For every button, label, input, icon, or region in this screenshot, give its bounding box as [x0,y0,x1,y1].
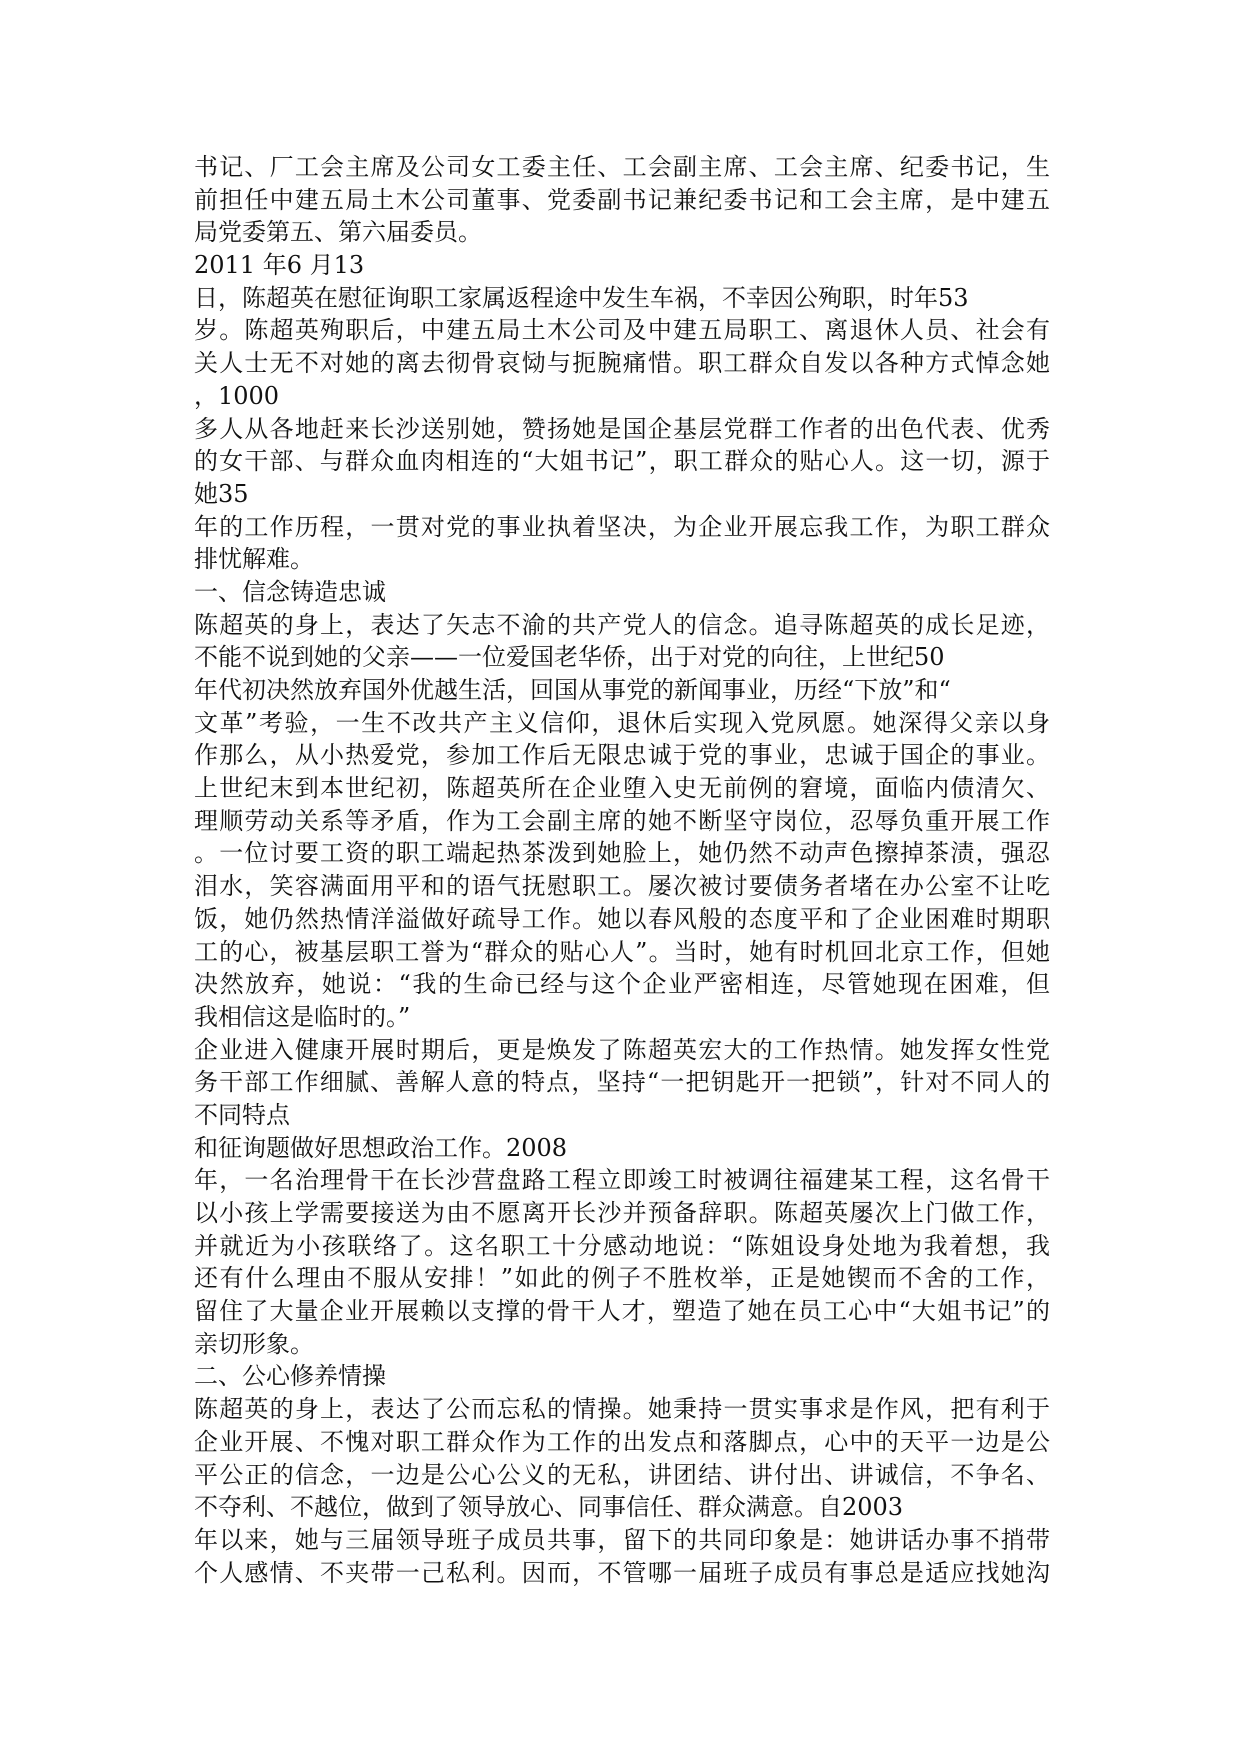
text-line: 书记、厂工会主席及公司女工委主任、工会副主席、工会主席、纪委书记，生 [194,153,1050,181]
text-line: 年代初决然放弃国外优越生活，回国从事党的新闻事业，历经“下放”和“ [194,676,951,704]
text-line: 决然放弃，她说：“我的生命已经与这个企业严密相连，尽管她现在困难，但 [194,970,1050,999]
text-line: 作那么，从小热爱党，参加工作后无限忠诚于党的事业，忠诚于国企的事业。 [194,741,1050,770]
text-line: 不夺利、不越位，做到了领导放心、同事信任、群众满意。自2003 [194,1493,904,1522]
text-line: 年以来，她与三届领导班子成员共事，留下的共同印象是：她讲话办事不捎带 [194,1525,1050,1554]
text-line: 务干部工作细腻、善解人意的特点，坚持“一把钥匙开一把锁”，针对不同人的 [194,1068,1050,1097]
text-line: 并就近为小孩联络了。这名职工十分感动地说：“陈姐设身处地为我着想，我 [194,1231,1050,1260]
text-line: 陈超英的身上，表达了公而忘私的情操。她秉持一贯实事求是作风，把有利于 [194,1395,1050,1424]
text-line: 陈超英的身上，表达了矢志不渝的共产党人的信念。追寻陈超英的成长足迹， [194,610,1050,639]
text-line: 年，一名治理骨干在长沙营盘路工程立即竣工时被调往福建某工程，这名骨干 [194,1166,1050,1195]
text-line: 企业开展、不愧对职工群众作为工作的出发点和落脚点，心中的天平一边是公 [194,1427,1050,1456]
text-line: 她35 [194,479,249,508]
text-line: 饭，她仍然热情洋溢做好疏导工作。她以春风般的态度平和了企业困难时期职 [194,904,1050,933]
text-line: 工的心，被基层职工誉为“群众的贴心人”。当时，她有时机回北京工作，但她 [194,937,1050,966]
text-line: 岁。陈超英殉职后，中建五局土木公司及中建五局职工、离退休人员、社会有 [194,316,1050,345]
text-line: 2011 年6 月13 [194,251,365,280]
text-line: 上世纪末到本世纪初，陈超英所在企业堕入史无前例的窘境，面临内债清欠、 [194,774,1050,803]
text-line: 前担任中建五局土木公司董事、党委副书记兼纪委书记和工会主席，是中建五 [194,185,1050,214]
text-line: 亲切形象。 [194,1329,314,1358]
text-line: ，1000 [194,381,280,410]
text-line: 企业进入健康开展时期后，更是焕发了陈超英宏大的工作热情。她发挥女性党 [194,1035,1050,1064]
text-line: 文革”考验，一生不改共产主义信仰，退休后实现入党夙愿。她深得父亲以身 [194,708,1050,737]
text-line: 我相信这是临时的。” [194,1002,411,1031]
text-line: 不能不说到她的父亲——一位爱国老华侨，出于对党的向往，上世纪50 [194,643,945,672]
text-line: 泪水，笑容满面用平和的语气抚慰职工。屡次被讨要债务者堵在办公室不让吃 [194,872,1050,901]
text-line: 以小孩上学需要接送为由不愿离开长沙并预备辞职。陈超英屡次上门做工作， [194,1199,1050,1227]
text-line: 多人从各地赶来长沙送别她，赞扬她是国企基层党群工作者的出色代表、优秀 [194,414,1050,443]
text-line: 的女干部、与群众血肉相连的“大姐书记”，职工群众的贴心人。这一切，源于 [194,447,1050,476]
text-line: 一、信念铸造忠诚 [194,577,386,606]
text-line: 年的工作历程，一贯对党的事业执着坚决，为企业开展忘我工作，为职工群众 [194,512,1050,541]
text-line: 还有什么理由不服从安排！”如此的例子不胜枚举，正是她锲而不舍的工作， [194,1264,1050,1293]
text-line: 排忧解难。 [194,545,314,574]
text-line: 理顺劳动关系等矛盾，作为工会副主席的她不断坚守岗位，忍辱负重开展工作 [194,806,1050,835]
text-line: 平公正的信念，一边是公心公义的无私，讲团结、讲付出、讲诚信，不争名、 [194,1460,1050,1489]
text-line: 留住了大量企业开展赖以支撑的骨干人才，塑造了她在员工心中“大姐书记”的 [194,1297,1050,1326]
text-line: 局党委第五、第六届委员。 [194,218,482,247]
text-line: 关人士无不对她的离去彻骨哀恸与扼腕痛惜。职工群众自发以各种方式悼念她 [194,349,1050,378]
text-line: 和征询题做好思想政治工作。2008 [194,1133,568,1162]
text-line: 不同特点 [194,1100,290,1129]
document-body [194,151,1050,1589]
text-line: 日，陈超英在慰征询职工家属返程途中发生车祸，不幸因公殉职，时年53 [194,283,969,312]
text-line: 。一位讨要工资的职工端起热茶泼到她脸上，她仍然不动声色擦掉茶渍，强忍 [194,839,1050,868]
text-line: 个人感情、不夹带一己私利。因而，不管哪一届班子成员有事总是适应找她沟 [194,1558,1050,1587]
text-line: 二、公心修养情操 [194,1362,386,1391]
